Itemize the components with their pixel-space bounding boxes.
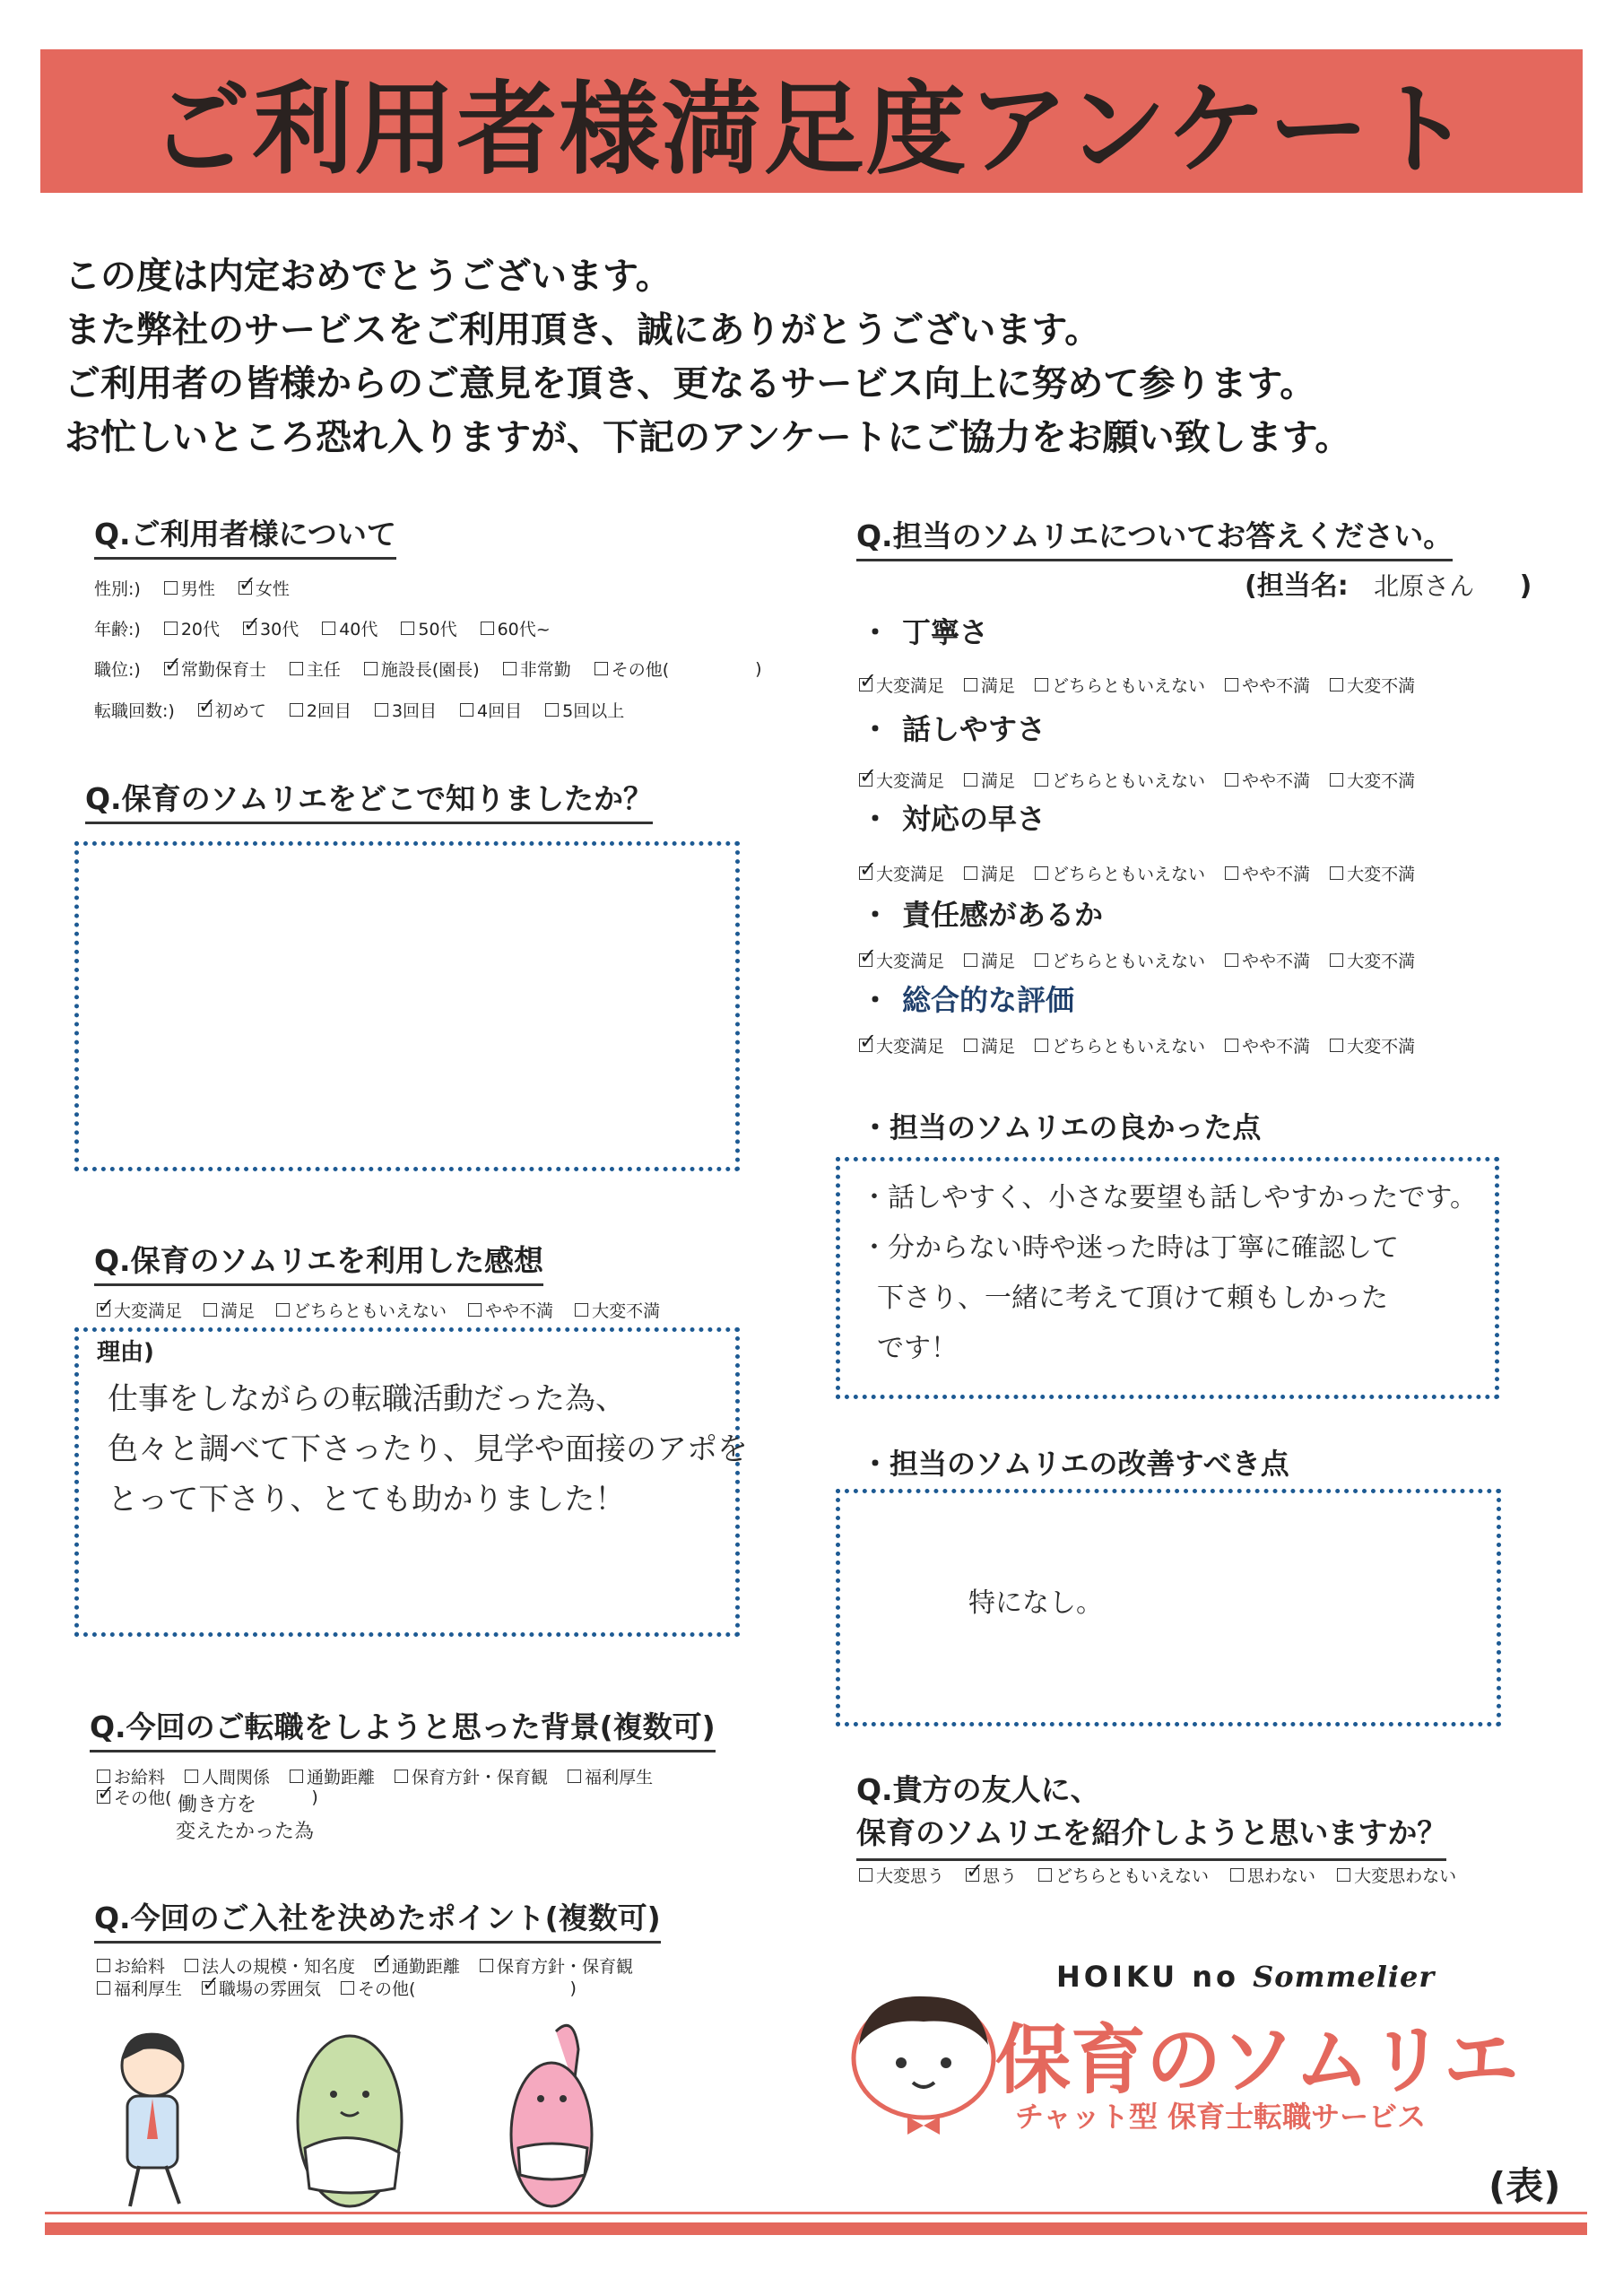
criterion-label: 責任感があるか (902, 898, 1104, 932)
option-label: 満足 (981, 771, 1016, 791)
option-label: その他( (611, 660, 670, 680)
page-title: ご利用者様満足度アンケート (150, 71, 1473, 188)
option-dissatisfied[interactable] (468, 1298, 553, 1322)
checkbox[interactable] (1330, 773, 1343, 787)
option-neutral[interactable] (1035, 673, 1205, 697)
checkbox[interactable] (468, 1303, 482, 1317)
option-label: 思う (983, 1866, 1018, 1886)
option-label: 満足 (221, 1301, 256, 1321)
option-label: どちらともいえない (1055, 1866, 1210, 1886)
improve-handwriting: 特になし。 (968, 1587, 1103, 1619)
option-label: 満足 (981, 1037, 1016, 1057)
option-label: やや不満 (1242, 676, 1311, 696)
reason-label: 理由) (97, 1339, 154, 1366)
option-label: 満足 (981, 676, 1016, 696)
criterion-responsibility-options (859, 948, 1415, 972)
criterion-overall-options (859, 1033, 1415, 1057)
checkbox[interactable] (164, 622, 178, 635)
count-row (94, 698, 624, 722)
option-director[interactable] (364, 657, 480, 681)
option-20s[interactable] (164, 616, 220, 640)
option-commute[interactable] (375, 1953, 460, 1978)
option-label: 大変満足 (114, 1301, 183, 1321)
checkbox[interactable] (480, 1959, 493, 1972)
checkbox[interactable] (1225, 1039, 1238, 1052)
checkbox[interactable] (964, 1039, 977, 1052)
option-very-dissatisfied[interactable] (575, 1298, 660, 1322)
decision-row2 (97, 1976, 577, 2000)
logo-hoiku: HOIKU no (1056, 1960, 1240, 1994)
option-very-dissatisfied[interactable] (1330, 673, 1415, 697)
option-label: 通勤距離 (392, 1957, 461, 1977)
criterion-overall-title (861, 978, 1074, 1019)
option-label: 初めて (214, 701, 266, 721)
paren-close: ) (311, 1787, 318, 1807)
checkbox[interactable] (185, 1959, 198, 1972)
job-label: 職位:) (94, 660, 141, 680)
option-other[interactable] (97, 1785, 171, 1809)
checkbox[interactable] (575, 1303, 588, 1317)
bullet: ・ (861, 898, 890, 932)
option-dissatisfied[interactable] (1225, 1033, 1310, 1057)
criterion-responsibility-title (861, 892, 1103, 934)
option-label: 主任 (306, 660, 341, 680)
option-strongly-disagree[interactable] (1337, 1863, 1456, 1887)
checkbox-checked[interactable] (97, 1790, 110, 1804)
option-fulltime[interactable] (164, 657, 266, 681)
checkbox[interactable] (1230, 1868, 1244, 1882)
checkbox[interactable] (1330, 866, 1343, 880)
checkbox-checked[interactable] (243, 622, 256, 635)
bottom-thin-line (45, 2212, 1587, 2214)
staff-label: (担当名: (1245, 570, 1349, 602)
option-satisfied[interactable] (964, 768, 1015, 792)
option-satisfied[interactable] (204, 1298, 255, 1322)
checkbox[interactable] (97, 1959, 110, 1972)
option-very-satisfied[interactable] (859, 948, 944, 972)
boy-character-icon (122, 2033, 183, 2206)
bullet: ・ (861, 802, 890, 836)
option-disagree[interactable] (1230, 1863, 1315, 1887)
recommend-options (859, 1863, 1456, 1887)
option-dissatisfied[interactable] (1225, 673, 1310, 697)
checkbox[interactable] (1038, 1868, 1052, 1882)
background-handwriting (178, 1792, 314, 1846)
option-benefits[interactable] (97, 1976, 182, 2000)
option-neutral[interactable] (276, 1298, 447, 1322)
checkbox[interactable] (364, 662, 378, 675)
background-heading: Q.今回のご転職をしようと思った背景(複数可) (90, 1704, 716, 1752)
option-dissatisfied[interactable] (1225, 768, 1310, 792)
option-label: 職場の雰囲気 (219, 1979, 322, 1999)
option-neutral[interactable] (1038, 1863, 1209, 1887)
option-label: 大変不満 (592, 1301, 661, 1321)
bullet: ・ (861, 983, 890, 1017)
option-label: 常勤保育士 (180, 660, 266, 680)
option-label: 20代 (180, 620, 221, 639)
option-label: どちらともいえない (1052, 771, 1206, 791)
handwritten-line: 下さり、一緒に考えて頂けて頼もしかった (877, 1283, 1388, 1314)
intro-line: お忙しいところ恐れ入りますが、下記のアンケートにご協力をお願い致します。 (65, 417, 1351, 458)
option-label: 60代~ (497, 620, 551, 639)
impression-options (97, 1298, 660, 1322)
option-label: 40代 (339, 620, 378, 639)
option-salary[interactable] (97, 1953, 165, 1978)
option-label: 大変不満 (1347, 952, 1416, 971)
logo-sommelier: Sommelier (1253, 1960, 1436, 1994)
checkbox-checked[interactable] (859, 953, 872, 967)
age-row (94, 616, 551, 640)
checkbox-checked[interactable] (375, 1959, 388, 1972)
checkbox[interactable] (1035, 1039, 1048, 1052)
checkbox[interactable] (395, 1770, 408, 1783)
option-female[interactable] (239, 576, 290, 600)
intro-line: ご利用者の皆様からのご意見を頂き、更なるサービス向上に努めて参ります。 (65, 363, 1316, 404)
checkbox[interactable] (568, 1770, 581, 1783)
checkbox-checked[interactable] (202, 1981, 215, 1995)
option-first[interactable] (198, 698, 266, 722)
option-agree[interactable] (966, 1863, 1017, 1887)
option-atmosphere[interactable] (202, 1976, 321, 2000)
option-label: どちらともいえない (1052, 952, 1206, 971)
option-label: 人間関係 (202, 1768, 271, 1787)
option-strongly-agree[interactable] (859, 1863, 944, 1887)
option-label: どちらともいえない (293, 1301, 447, 1321)
checkbox[interactable] (290, 662, 303, 675)
option-fourth[interactable] (460, 698, 522, 722)
checkbox[interactable] (503, 662, 516, 675)
checkbox[interactable] (164, 581, 178, 595)
checkbox[interactable] (964, 866, 977, 880)
option-label: 大変思う (876, 1866, 945, 1886)
option-label: 福利厚生 (114, 1979, 183, 1999)
option-very-satisfied[interactable] (859, 861, 944, 885)
option-satisfied[interactable] (964, 1033, 1015, 1057)
checkbox[interactable] (964, 953, 977, 967)
option-very-dissatisfied[interactable] (1330, 861, 1415, 885)
option-30s[interactable] (243, 616, 299, 640)
option-satisfied[interactable] (964, 948, 1015, 972)
option-40s[interactable] (322, 616, 378, 640)
option-label: 保育方針・保育観 (497, 1957, 634, 1977)
character-illustration (90, 2013, 646, 2220)
logo-face-icon (834, 1982, 1013, 2135)
option-very-dissatisfied[interactable] (1330, 768, 1415, 792)
option-label: 大変不満 (1347, 676, 1416, 696)
logo-line1 (1056, 1960, 1435, 1994)
option-policy[interactable] (395, 1764, 548, 1788)
option-label: やや不満 (1242, 952, 1311, 971)
option-label: 男性 (180, 579, 215, 599)
option-fifth-plus[interactable] (545, 698, 624, 722)
checkbox[interactable] (460, 703, 473, 717)
impression-heading: Q.保育のソムリエを利用した感想 (94, 1238, 543, 1286)
checkbox[interactable] (964, 678, 977, 691)
option-policy[interactable] (480, 1953, 633, 1978)
option-label: どちらともいえない (1052, 1037, 1206, 1057)
option-label: 法人の規模・知名度 (202, 1957, 356, 1977)
staff-row (1245, 563, 1532, 603)
option-very-satisfied[interactable] (97, 1298, 182, 1322)
checkbox[interactable] (276, 1303, 290, 1317)
option-label: やや不満 (1242, 1037, 1311, 1057)
option-very-satisfied[interactable] (859, 673, 944, 697)
how-found-heading: Q.保育のソムリエをどこで知りましたか？ (85, 776, 653, 824)
checkbox[interactable] (1330, 1039, 1343, 1052)
option-label: どちらともいえない (1052, 865, 1206, 884)
checkbox[interactable] (1225, 953, 1238, 967)
job-row (94, 657, 762, 681)
option-50s[interactable] (401, 616, 456, 640)
handwritten-line: とって下さり、とても助かりました！ (108, 1482, 626, 1518)
criterion-speed-title (861, 796, 1046, 838)
criterion-label: 話しやすさ (902, 712, 1046, 746)
checkbox[interactable] (1035, 773, 1048, 787)
checkbox[interactable] (595, 662, 608, 675)
option-label: 福利厚生 (585, 1768, 654, 1787)
checkbox[interactable] (204, 1303, 217, 1317)
checkbox[interactable] (290, 703, 303, 717)
sommelier-heading: Q.担当のソムリエについてお答えください。 (856, 513, 1453, 561)
bottom-bar (45, 2222, 1587, 2235)
handwritten-line: ・話しやすく、小さな要望も話しやすかったです。 (861, 1182, 1477, 1213)
checkbox[interactable] (401, 622, 414, 635)
checkbox-checked[interactable] (859, 1039, 872, 1052)
option-label: 施設長(園長) (380, 660, 480, 680)
paren-close: ) (755, 658, 762, 679)
option-label: お給料 (114, 1957, 166, 1977)
bullet: ・ (861, 615, 890, 649)
checkbox[interactable] (964, 773, 977, 787)
handwritten-line: 働き方を (178, 1794, 257, 1816)
improve-box[interactable] (836, 1489, 1501, 1726)
option-label: その他( (358, 1979, 416, 1999)
intro-text (65, 249, 1589, 465)
handwritten-line: 仕事をしながらの転職活動だった為、 (108, 1381, 626, 1417)
checkbox[interactable] (1035, 678, 1048, 691)
how-found-answer-box[interactable] (74, 841, 740, 1171)
reason-handwriting (108, 1374, 748, 1525)
option-label: どちらともいえない (1052, 676, 1206, 696)
checkbox-checked[interactable] (859, 866, 872, 880)
improve-heading: ・担当のソムリエの改善すべき点 (861, 1447, 1289, 1481)
logo-sub: チャット型 保育士転職サービス (1015, 2100, 1427, 2134)
criterion-label: 丁寧さ (902, 615, 989, 649)
option-label: 3回目 (391, 701, 438, 721)
recommend-heading (856, 1769, 1446, 1861)
criterion-label: 対応の早さ (902, 802, 1046, 836)
checkbox[interactable] (1035, 866, 1048, 880)
checkbox-checked[interactable] (164, 662, 178, 675)
checkbox[interactable] (1337, 1868, 1350, 1882)
checkbox[interactable] (341, 1981, 354, 1995)
bullet: ・ (861, 712, 890, 746)
decision-row1 (97, 1953, 633, 1978)
staff-name: 北原さん (1374, 571, 1475, 601)
gender-row (94, 576, 290, 600)
option-satisfied[interactable] (964, 673, 1015, 697)
rabbit-character-icon (511, 2025, 592, 2206)
checkbox[interactable] (375, 703, 388, 717)
checkbox[interactable] (1330, 953, 1343, 967)
user-heading: Q.ご利用者様について (94, 511, 396, 560)
option-60s[interactable] (481, 616, 551, 640)
gender-label: 性別:) (94, 579, 141, 599)
option-label: 50代 (418, 620, 457, 639)
checkbox-checked[interactable] (859, 773, 872, 787)
criterion-approachability-options (859, 768, 1415, 792)
option-label: 満足 (981, 865, 1016, 884)
option-very-satisfied[interactable] (859, 1033, 944, 1057)
staff-close: ) (1519, 570, 1532, 602)
checkbox[interactable] (1225, 866, 1238, 880)
checkbox[interactable] (185, 1770, 198, 1783)
option-very-dissatisfied[interactable] (1330, 1033, 1415, 1057)
count-label: 転職回数:) (94, 701, 175, 721)
option-label: 非常勤 (519, 660, 571, 680)
option-label: 大変不満 (1347, 771, 1416, 791)
checkbox-checked[interactable] (859, 678, 872, 691)
option-label: 女性 (255, 579, 290, 599)
option-label: 大変思わない (1354, 1866, 1457, 1886)
checkbox-checked[interactable] (198, 703, 212, 717)
option-label: 30代 (260, 620, 299, 639)
option-label: 大変満足 (876, 676, 945, 696)
option-second[interactable] (290, 698, 352, 722)
option-label: やや不満 (1242, 865, 1311, 884)
handwritten-line: です！ (877, 1333, 958, 1364)
option-label: 満足 (981, 952, 1016, 971)
recommend-heading-line1: Q.貴方の友人に、 (856, 1772, 1100, 1807)
paren-close: ) (569, 1978, 577, 1998)
option-label: やや不満 (485, 1301, 554, 1321)
age-label: 年齢:) (94, 620, 141, 639)
checkbox-checked[interactable] (966, 1868, 979, 1882)
option-third[interactable] (375, 698, 437, 722)
option-dissatisfied[interactable] (1225, 948, 1310, 972)
checkbox[interactable] (1035, 953, 1048, 967)
option-label: 思わない (1247, 1866, 1316, 1886)
option-label: 4回目 (477, 701, 523, 721)
logo-main: 保育のソムリエ (995, 2016, 1519, 2104)
intro-line: また弊社のサービスをご利用頂き、誠にありがとうございます。 (65, 309, 1101, 351)
criterion-politeness-title (861, 610, 988, 651)
handwritten-line: 色々と調べて下さったり、見学や面接のアポを (108, 1431, 748, 1467)
option-very-satisfied[interactable] (859, 768, 944, 792)
option-very-dissatisfied[interactable] (1330, 948, 1415, 972)
option-other[interactable] (595, 657, 669, 681)
option-label: 大変満足 (876, 865, 945, 884)
option-satisfied[interactable] (964, 861, 1015, 885)
option-neutral[interactable] (1035, 861, 1205, 885)
handwritten-line: ・分からない時や迷った時は丁寧に確認して (861, 1232, 1399, 1264)
option-neutral[interactable] (1035, 768, 1205, 792)
option-label: 大変満足 (876, 952, 945, 971)
option-label: 5回以上 (562, 701, 625, 721)
checkbox[interactable] (97, 1981, 110, 1995)
option-label: 大変満足 (876, 1037, 945, 1057)
checkbox[interactable] (545, 703, 559, 717)
checkbox[interactable] (481, 622, 494, 635)
criterion-label: 総合的な評価 (902, 983, 1075, 1017)
handwritten-line: 変えたかった為 (176, 1821, 315, 1843)
checkbox[interactable] (1225, 773, 1238, 787)
option-other[interactable] (341, 1976, 415, 2000)
option-parttime[interactable] (503, 657, 571, 681)
checkbox[interactable] (1330, 678, 1343, 691)
option-label: 大変満足 (876, 771, 945, 791)
option-label: 大変不満 (1347, 1037, 1416, 1057)
option-neutral[interactable] (1035, 1033, 1205, 1057)
page-mark: (表) (1488, 2164, 1561, 2208)
criterion-speed-options (859, 861, 1415, 885)
decision-heading: Q.今回のご入社を決めたポイント(複数可) (94, 1895, 661, 1944)
option-neutral[interactable] (1035, 948, 1205, 972)
option-label: 大変不満 (1347, 865, 1416, 884)
checkbox[interactable] (859, 1868, 872, 1882)
checkbox[interactable] (290, 1770, 303, 1783)
option-dissatisfied[interactable] (1225, 861, 1310, 885)
checkbox-checked[interactable] (239, 581, 252, 595)
option-male[interactable] (164, 576, 215, 600)
checkbox-checked[interactable] (97, 1303, 110, 1317)
criterion-politeness-options (859, 673, 1415, 697)
bean-character-icon (298, 2036, 402, 2206)
option-chief[interactable] (290, 657, 341, 681)
option-benefits[interactable] (568, 1764, 653, 1788)
recommend-heading-line2: 保育のソムリエを紹介しようと思いますか？ (856, 1812, 1446, 1861)
checkbox[interactable] (1225, 678, 1238, 691)
good-points-heading: ・担当のソムリエの良かった点 (861, 1110, 1262, 1144)
checkbox[interactable] (322, 622, 335, 635)
good-points-handwriting (861, 1173, 1477, 1374)
option-label: その他( (114, 1788, 172, 1808)
option-label: 通勤距離 (307, 1768, 376, 1787)
option-label: 保育方針・保育観 (412, 1768, 549, 1787)
option-label: 2回目 (306, 701, 352, 721)
intro-line: この度は内定おめでとうございます。 (65, 256, 672, 297)
option-label: お給料 (114, 1768, 166, 1787)
option-label: やや不満 (1242, 771, 1311, 791)
criterion-approachability-title (861, 707, 1046, 748)
